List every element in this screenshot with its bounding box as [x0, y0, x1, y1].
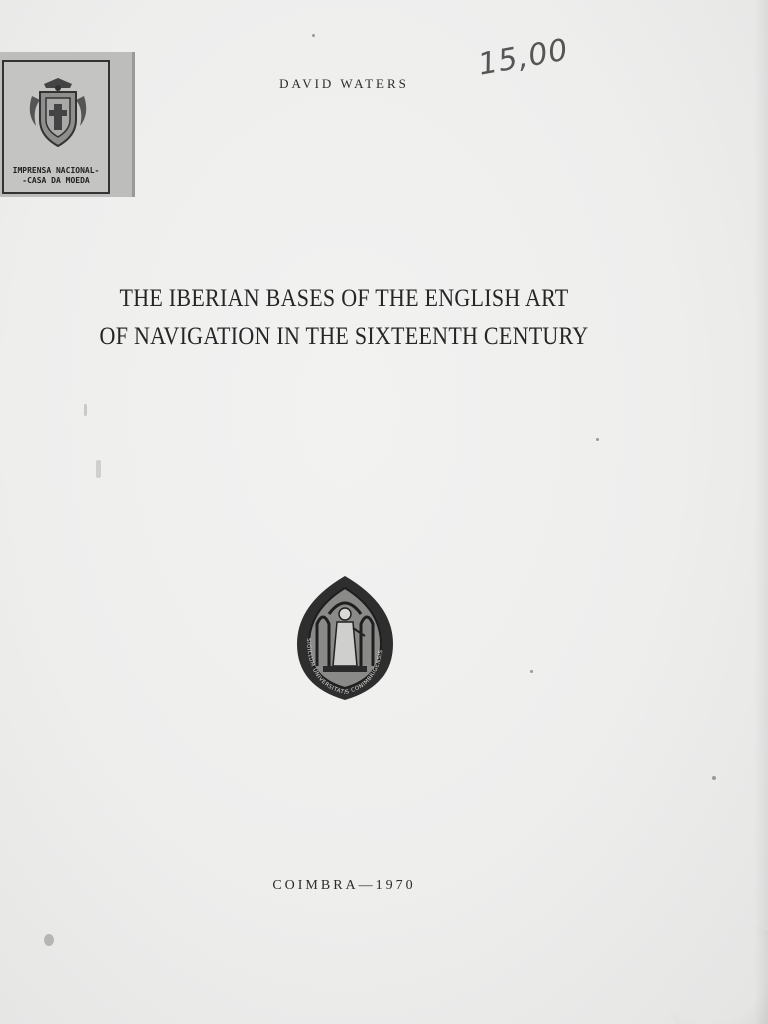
handwritten-price-note: 15,00: [475, 32, 572, 83]
page-edge-shadow: [754, 0, 768, 1024]
university-seal-icon: [293, 574, 397, 702]
scan-speck: [712, 776, 716, 780]
scan-speck: [530, 670, 533, 673]
sticker-label: [4, 166, 108, 186]
author-name: DAVID WATERS: [279, 76, 409, 91]
scan-speck: [596, 438, 599, 441]
scan-speck: [44, 934, 54, 946]
scan-speck: [312, 34, 315, 37]
place-and-year: COIMBRA—1970: [272, 878, 416, 893]
sticker-line-1: IMPRENSA NACIONAL-: [12, 166, 100, 175]
title-line-1: THE IBERIAN BASES OF THE ENGLISH ART: [119, 285, 569, 312]
publisher-sticker: [0, 52, 135, 197]
scan-speck: [84, 404, 87, 416]
page-corner-curl: [668, 924, 768, 1024]
document-title: [41, 280, 646, 356]
scan-speck: [96, 460, 101, 478]
seal-inscription: SIGILLUM UNIVERSITATIS CONIMBRIGENSIS: [304, 638, 385, 697]
title-line-2: OF NAVIGATION IN THE SIXTEENTH CENTURY: [99, 323, 589, 350]
sticker-line-2: -CASA DA MOEDA: [22, 176, 90, 185]
